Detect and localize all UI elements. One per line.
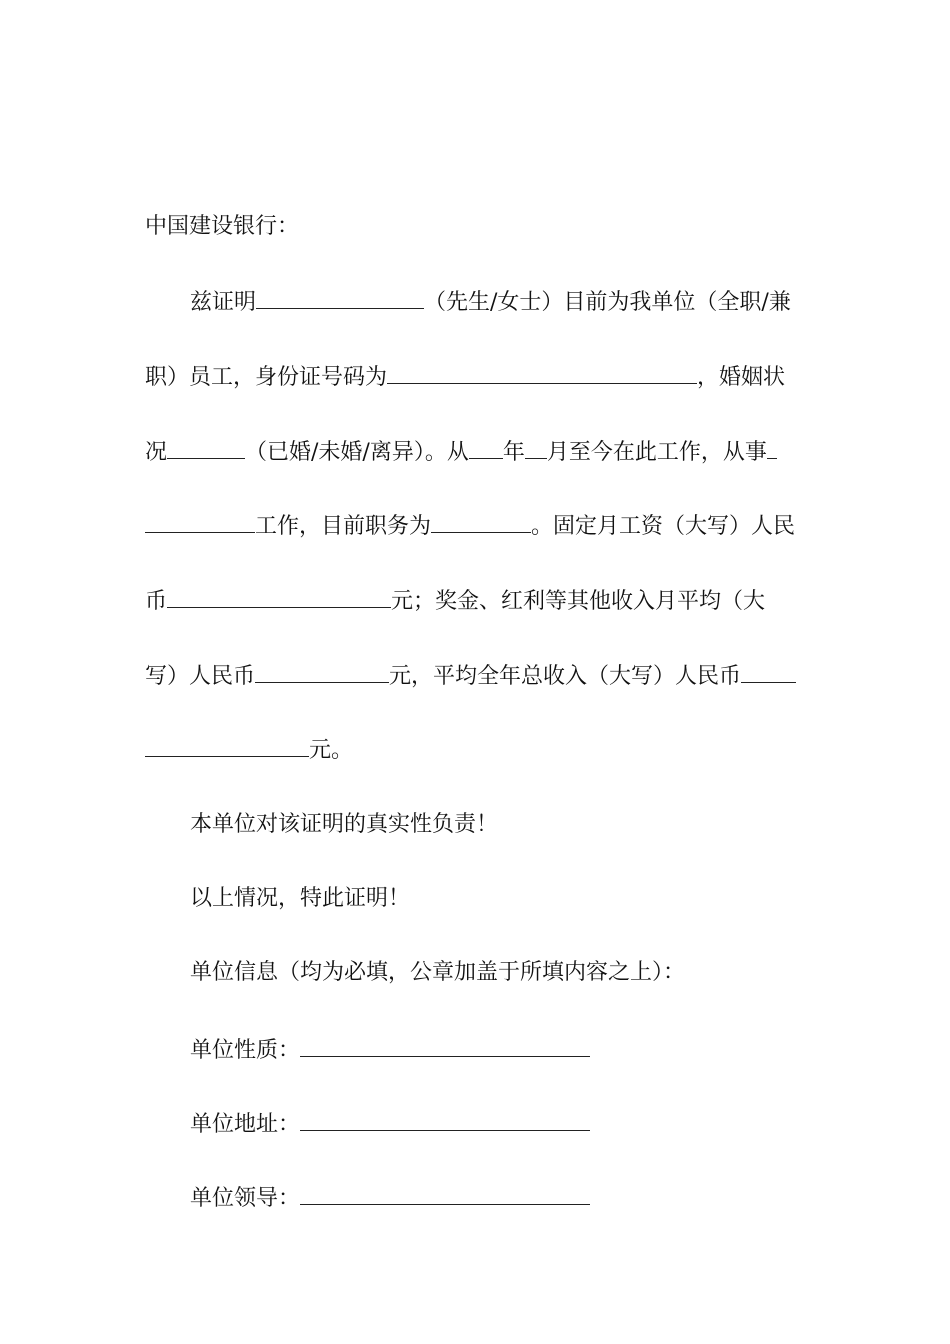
- text-segment: 元，平均全年总收入（大写）人民币: [389, 664, 742, 689]
- unit-leader-row: [190, 1182, 590, 1212]
- text-segment: 币: [145, 589, 168, 614]
- text-segment: （先生/女士）目前为我单位（全职/兼: [424, 290, 791, 315]
- paragraph-line-3: [145, 436, 777, 466]
- annual-income-blank-start: [741, 660, 796, 683]
- position-blank: [431, 510, 531, 533]
- text-segment: 工作，目前职务为: [255, 514, 432, 539]
- unit-nature-field[interactable]: [300, 1034, 590, 1057]
- text-segment: 写）人民币: [145, 664, 256, 689]
- text-segment: 年: [502, 440, 525, 465]
- occupation-blank: [145, 510, 255, 533]
- name-blank: [256, 286, 424, 309]
- text-segment: 况: [145, 440, 168, 465]
- year-blank: [469, 436, 503, 459]
- text-segment: 职）员工，身份证号码为: [145, 365, 388, 390]
- text-segment: （已婚/未婚/离异）。从: [245, 440, 469, 465]
- text-segment: 元；奖金、红利等其他收入月平均（大: [391, 589, 766, 614]
- text-segment: 兹证明: [190, 290, 257, 315]
- responsibility-statement: 本单位对该证明的真实性负责！: [190, 812, 499, 837]
- paragraph-line-4: [145, 510, 795, 540]
- text-segment: ，婚姻状: [697, 365, 786, 390]
- monthly-bonus-blank: [255, 660, 389, 683]
- month-blank: [525, 436, 547, 459]
- salutation: 中国建设银行：: [145, 214, 300, 239]
- text-segment: 月至今在此工作，从事: [546, 440, 767, 465]
- unit-address-row: [190, 1108, 590, 1138]
- text-segment: 。固定月工资（大写）人民: [531, 514, 796, 539]
- unit-info-heading: 单位信息（均为必填，公章加盖于所填内容之上）：: [190, 960, 686, 985]
- paragraph-line-5: [145, 585, 765, 615]
- text-segment: 元。: [309, 738, 354, 763]
- monthly-salary-blank: [167, 585, 391, 608]
- annual-income-blank: [145, 734, 309, 757]
- unit-address-field[interactable]: [300, 1108, 590, 1131]
- unit-nature-row: [190, 1034, 590, 1064]
- paragraph-line-7: [145, 734, 353, 764]
- field-label: 单位领导：: [190, 1186, 301, 1211]
- paragraph-line-6: [145, 660, 796, 690]
- hereby-certify: 以上情况，特此证明！: [190, 886, 411, 911]
- marital-blank: [167, 436, 245, 459]
- occupation-blank-start: [767, 436, 777, 459]
- field-label: 单位性质：: [190, 1038, 301, 1063]
- paragraph-line-1: [190, 286, 791, 316]
- field-label: 单位地址：: [190, 1112, 301, 1137]
- paragraph-line-2: [145, 361, 785, 391]
- id-number-blank: [387, 361, 697, 384]
- unit-leader-field[interactable]: [300, 1182, 590, 1205]
